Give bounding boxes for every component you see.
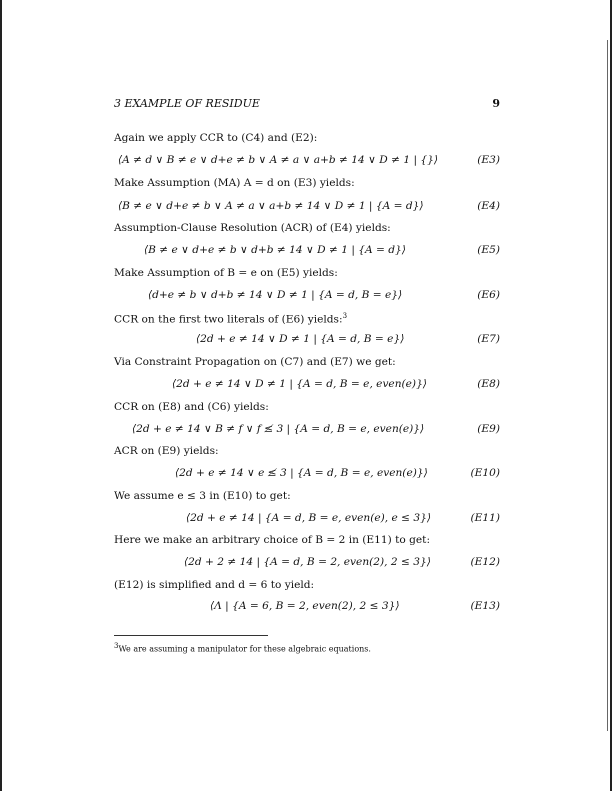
equation-label-e5: (E5)	[477, 244, 500, 256]
text-line-5-content: CCR on the first two literals of (E6) yields:	[114, 313, 343, 326]
equation-label-e13: (E13)	[470, 600, 500, 612]
equation-label-e9: (E9)	[477, 423, 500, 435]
text-line-4: Make Assumption of B = e on (E5) yields:	[114, 267, 338, 279]
text-line-7: CCR on (E8) and (C6) yields:	[114, 401, 269, 413]
text-line-2: Make Assumption (MA) A = d on (E3) yields:	[114, 177, 355, 189]
equation-e10: ⟨2d + e ≠ 14 ∨ e ≰ 3 | {A = d, B = e, even(e)}⟩	[175, 467, 428, 479]
equation-label-e11: (E11)	[470, 512, 500, 524]
text-line-3: Assumption-Clause Resolution (ACR) of (E4) yields:	[114, 222, 391, 234]
equation-e8: ⟨2d + e ≠ 14 ∨ D ≠ 1 | {A = d, B = e, even(e)}⟩	[172, 378, 427, 390]
text-line-1: Again we apply CCR to (C4) and (E2):	[114, 132, 318, 144]
equation-e6: ⟨d+e ≠ b ∨ d+b ≠ 14 ∨ D ≠ 1 | {A = d, B = e}⟩	[148, 289, 403, 301]
text-line-6: Via Constraint Propagation on (C7) and (E7) we get:	[114, 356, 396, 368]
equation-label-e8: (E8)	[477, 378, 500, 390]
scan-left-edge	[0, 0, 2, 791]
text-line-11: (E12) is simplified and d = 6 to yield:	[114, 579, 315, 591]
footnote	[114, 642, 371, 654]
equation-label-e6: (E6)	[477, 289, 500, 301]
equation-e3: ⟨A ≠ d ∨ B ≠ e ∨ d+e ≠ b ∨ A ≠ a ∨ a+b ≠ 14 ∨ D ≠ 1 | {}⟩	[118, 154, 439, 166]
text-line-10: Here we make an arbitrary choice of B = 2 in (E11) to get:	[114, 534, 431, 546]
text-line-8: ACR on (E9) yields:	[114, 445, 219, 457]
footnote-text: We are assuming a manipulator for these algebraic equations.	[118, 644, 371, 654]
text-line-9: We assume e ≤ 3 in (E10) to get:	[114, 490, 291, 502]
equation-e7: ⟨2d + e ≠ 14 ∨ D ≠ 1 | {A = d, B = e}⟩	[196, 333, 405, 345]
footnote-ref-mark: 3	[342, 312, 348, 320]
equation-label-e7: (E7)	[477, 333, 500, 345]
page-number: 9	[492, 97, 500, 110]
equation-label-e12: (E12)	[470, 556, 500, 568]
footnote-divider	[114, 635, 268, 636]
equation-e5: ⟨B ≠ e ∨ d+e ≠ b ∨ d+b ≠ 14 ∨ D ≠ 1 | {A = d}⟩	[144, 244, 406, 256]
equation-e11: ⟨2d + e ≠ 14 | {A = d, B = e, even(e), e ≤ 3}⟩	[186, 512, 431, 524]
equation-e9: ⟨2d + e ≠ 14 ∨ B ≠ f ∨ f ≰ 3 | {A = d, B = e, even(e)}⟩	[132, 423, 425, 435]
scan-right-inner-edge	[607, 40, 608, 731]
footnote-mark: 3	[114, 642, 119, 650]
equation-e13: ⟨Λ | {A = 6, B = 2, even(2), 2 ≤ 3}⟩	[210, 600, 400, 612]
equation-e12: ⟨2d + 2 ≠ 14 | {A = d, B = 2, even(2), 2 ≤ 3}⟩	[184, 556, 431, 568]
equation-label-e3: (E3)	[477, 154, 500, 166]
equation-label-e10: (E10)	[470, 467, 500, 479]
text-line-5	[114, 312, 347, 326]
equation-label-e4: (E4)	[477, 200, 500, 212]
equation-e4: ⟨B ≠ e ∨ d+e ≠ b ∨ A ≠ a ∨ a+b ≠ 14 ∨ D ≠ 1 | {A = d}⟩	[118, 200, 424, 212]
section-title: 3 EXAMPLE OF RESIDUE	[114, 97, 260, 110]
